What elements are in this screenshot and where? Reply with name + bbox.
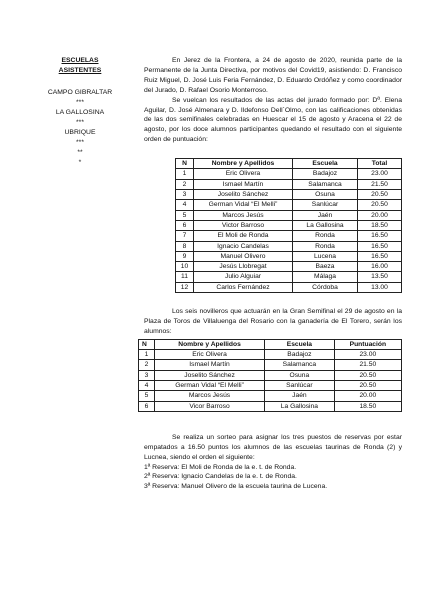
cell-name: Ismael Martín [154, 360, 264, 370]
sidebar-line: UBRIQUE [64, 129, 96, 136]
sidebar-line: CAMPO GIBRALTAR [47, 89, 113, 96]
cell-rank: 5 [176, 210, 194, 220]
cell-school: Jaén [265, 391, 335, 401]
table-row [176, 190, 402, 200]
table-row [139, 391, 402, 401]
cell-name: Jesús Llobregat [194, 262, 293, 272]
table-row [139, 401, 402, 411]
closing-paragraph: Se realiza un sorteo para asignar los tres puestos de reservas por estar empatados a 16.50 puntos los alumnos de las escuelas taurinas de Ronda (2) y Lucnea, siendo el orden el siguiente: [144, 433, 402, 461]
cell-score: 20.50 [334, 370, 401, 380]
cell-total: 20.50 [358, 200, 402, 210]
table-row [139, 380, 402, 390]
cell-name: Vicor Barroso [154, 401, 264, 411]
table-row [176, 210, 402, 220]
reserve-line: 2ª Reserva: Ignacio Candelas de la e. t. de Ronda. [144, 473, 297, 481]
table-row [139, 370, 402, 380]
table-row [139, 350, 402, 360]
cell-total: 16.50 [358, 241, 402, 251]
cell-total: 16.50 [358, 231, 402, 241]
table-row [176, 200, 402, 210]
cell-total: 13.50 [358, 272, 402, 282]
table-row [176, 272, 402, 282]
cell-name: Ignacio Candelas [194, 241, 293, 251]
cell-school: Ronda [293, 231, 358, 241]
cell-score: 20.50 [334, 380, 401, 390]
cell-school: Badajoz [293, 169, 358, 179]
cell-score: 20.00 [334, 391, 401, 401]
cell-school: Jaén [293, 210, 358, 220]
sidebar-heading: ESCUELAS ASISTENTES [58, 57, 102, 74]
sidebar-line: *** [76, 119, 84, 126]
cell-rank: 3 [139, 370, 155, 380]
cell-name: Victor Barroso [194, 220, 293, 230]
sidebar-line: LA GALLOSINA [55, 109, 105, 116]
cell-school: La Gallosina [265, 401, 335, 411]
column-header-n: N [139, 339, 155, 349]
table-row [176, 169, 402, 179]
cell-name: Eric Olivera [154, 350, 264, 360]
cell-school: Salamanca [293, 179, 358, 189]
cell-rank: 1 [176, 169, 194, 179]
cell-rank: 9 [176, 251, 194, 261]
cell-total: 16.00 [358, 262, 402, 272]
cell-name: Eric Olivera [194, 169, 293, 179]
cell-name: Marcos Jesús [194, 210, 293, 220]
table-row [139, 360, 402, 370]
cell-rank: 12 [176, 282, 194, 292]
cell-name: Julio Alguiar [194, 272, 293, 282]
finalists-paragraph: Los seis novilleros que actuarán en la Gran Semifinal el 29 de agosto en la Plaza de Toros de Villaluenga del Rosario con la ganadería de El Torero, serán los alumnos: [144, 308, 402, 335]
table-row [176, 251, 402, 261]
cell-school: Lucena [293, 251, 358, 261]
cell-rank: 4 [139, 380, 155, 390]
results-table [175, 158, 402, 293]
column-header-name: Nombre y Apellidos [154, 339, 264, 349]
cell-total: 18.50 [358, 220, 402, 230]
table-row [176, 262, 402, 272]
column-header-school: Escuela [293, 159, 358, 169]
cell-rank: 10 [176, 262, 194, 272]
cell-school: Ronda [293, 241, 358, 251]
intro-paragraph-2: Se vuelcan los resultados de las actas del jurado formado por: Dª. Elena Aguilar, D. José Almenara y D. Ildefonso Dell´Olmo, con las calificaciones obtenidas de las dos semifinales celebradas en Huescar el 15 de agosto y Aracena el 22 de agosto, por los doce alumnos participantes quedando el resultado con el siguiente orden de puntuación: [144, 96, 402, 144]
document-body [144, 56, 402, 492]
sidebar-line: ** [77, 149, 83, 156]
cell-name: Ismael Martín [194, 179, 293, 189]
reserve-line: 3ª Reserva: Manuel Olivero de la escuela taurina de Lucena. [144, 483, 328, 491]
cell-total: 20.50 [358, 190, 402, 200]
cell-score: 18.50 [334, 401, 401, 411]
cell-total: 16.50 [358, 251, 402, 261]
cell-rank: 2 [139, 360, 155, 370]
cell-name: Joselito Sánchez [154, 370, 264, 380]
cell-school: Sanlúcar [265, 380, 335, 390]
column-header-school: Escuela [265, 339, 335, 349]
table-row [176, 179, 402, 189]
cell-school: Badajoz [265, 350, 335, 360]
cell-school: Córdoba [293, 282, 358, 292]
cell-school: Osuna [265, 370, 335, 380]
cell-rank: 11 [176, 272, 194, 282]
cell-rank: 3 [176, 190, 194, 200]
cell-rank: 6 [139, 401, 155, 411]
table-row [176, 231, 402, 241]
cell-school: Osuna [293, 190, 358, 200]
cell-school: Málaga [293, 272, 358, 282]
cell-name: Manuel Olivero [194, 251, 293, 261]
cell-name: Marcos Jesús [154, 391, 264, 401]
reserve-line: 1ª Reserva: El Moli de Ronda de la e. t. de Ronda. [144, 463, 297, 471]
column-header-total: Total [358, 159, 402, 169]
cell-rank: 2 [176, 179, 194, 189]
cell-rank: 8 [176, 241, 194, 251]
cell-score: 21.50 [334, 360, 401, 370]
cell-name: Carlos Fernández [194, 282, 293, 292]
table-row [176, 282, 402, 292]
cell-school: Salamanca [265, 360, 335, 370]
cell-school: Sanlúcar [293, 200, 358, 210]
cell-total: 13.00 [358, 282, 402, 292]
finalists-table [138, 339, 402, 412]
cell-school: La Gallosina [293, 220, 358, 230]
intro-paragraph-1: En Jerez de la Frontera, a 24 de agosto de 2020, reunida parte de la Permanente de la Junta Directiva, por motivos del Covid19, asistiendo: D. Francisco Ruiz Miguel, D. José Luis Feria Fernández, D. Eduardo Ordóñez y como coordinador del Jurado, D. Rafael Osorio Monterroso. [144, 57, 402, 94]
cell-total: 20.00 [358, 210, 402, 220]
cell-school: Baeza [293, 262, 358, 272]
column-header-name: Nombre y Apellidos [194, 159, 293, 169]
cell-name: German Vidal “El Melli” [154, 380, 264, 390]
column-header-n: N [176, 159, 194, 169]
cell-score: 23.00 [334, 350, 401, 360]
cell-name: German Vidal “El Melli” [194, 200, 293, 210]
cell-rank: 5 [139, 391, 155, 401]
column-header-score: Puntuación [334, 339, 401, 349]
cell-rank: 4 [176, 200, 194, 210]
table-header-row [176, 159, 402, 169]
cell-total: 21.50 [358, 179, 402, 189]
table-row [176, 220, 402, 230]
cell-rank: 6 [176, 220, 194, 230]
table-header-row [139, 339, 402, 349]
sidebar-line: *** [76, 99, 84, 106]
sidebar-line: *** [76, 139, 84, 146]
sidebar-schools [40, 56, 120, 168]
cell-total: 23.00 [358, 169, 402, 179]
cell-rank: 7 [176, 231, 194, 241]
sidebar-line: * [78, 159, 82, 166]
cell-name: Joselito Sánchez [194, 190, 293, 200]
table-row [176, 241, 402, 251]
cell-name: El Moli de Ronda [194, 231, 293, 241]
cell-rank: 1 [139, 350, 155, 360]
